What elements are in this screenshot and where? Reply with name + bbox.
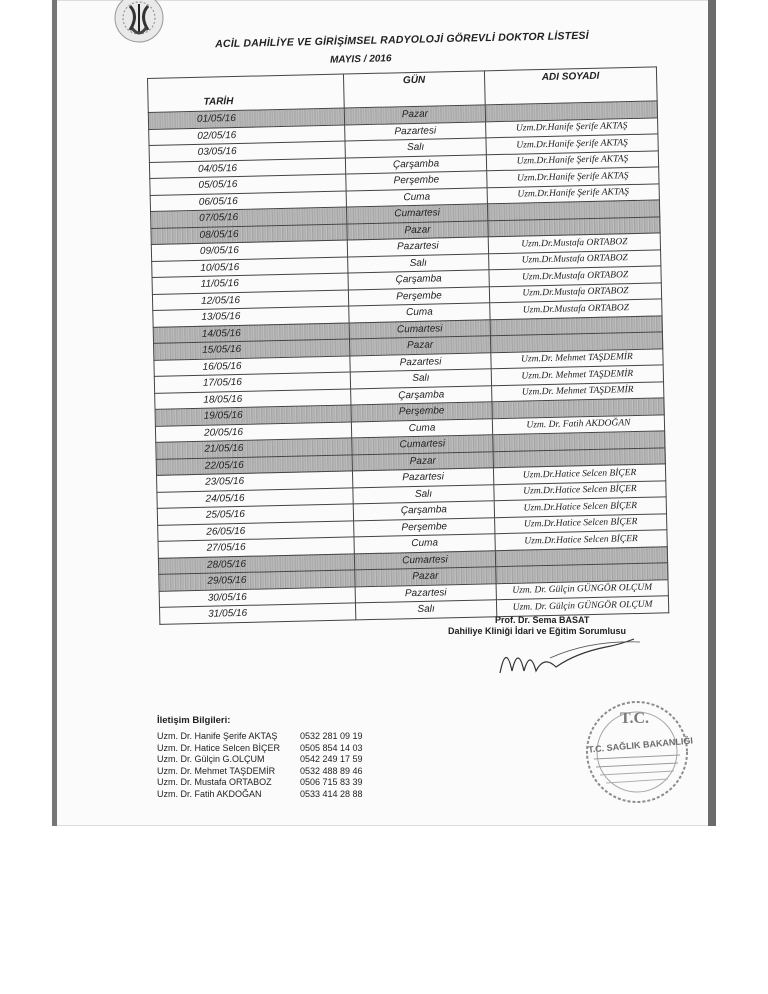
document-title: ACİL DAHİLİYE VE GİRİŞİMSEL RADYOLOJİ GÖREVLİ DOKTOR LİSTESİ xyxy=(215,29,589,51)
cell-day: Çarşamba xyxy=(348,270,489,290)
cell-date: 15/05/16 xyxy=(154,339,350,360)
cell-date: 02/05/16 xyxy=(149,125,345,146)
cell-day: Çarşamba xyxy=(353,501,494,521)
cell-doctor-name: Uzm.Dr.Hanife Şerife AKTAŞ xyxy=(486,150,658,170)
document-subtitle: MAYIS / 2016 xyxy=(329,53,392,66)
contact-item xyxy=(157,777,363,787)
cell-doctor-name: Uzm.Dr.Mustafa ORTABOZ xyxy=(489,282,661,302)
cell-date: 11/05/16 xyxy=(152,273,348,294)
cell-day: Perşembe xyxy=(346,171,487,191)
contact-name: Uzm. Dr. Fatih AKDOĞAN xyxy=(157,788,262,799)
cell-doctor-name: Uzm.Dr.Mustafa ORTABOZ xyxy=(488,233,660,253)
cell-doctor-name: Uzm.Dr.Hatice Selcen BİÇER xyxy=(493,464,665,484)
cell-day: Cuma xyxy=(349,303,490,323)
cell-doctor-name: Uzm. Dr. Gülçin GÜNGÖR OLÇUM xyxy=(496,579,668,599)
cell-doctor-name: Uzm.Dr.Mustafa ORTABOZ xyxy=(490,299,662,319)
scan-edge-right xyxy=(708,0,716,826)
cell-doctor-name: Uzm.Dr. Mehmet TAŞDEMİR xyxy=(492,381,664,401)
cell-day: Salı xyxy=(348,253,489,273)
cell-day: Cuma xyxy=(346,187,487,207)
cell-date: 22/05/16 xyxy=(156,454,352,475)
contact-item xyxy=(157,766,363,776)
cell-day: Cumartesi xyxy=(354,550,495,570)
cell-doctor-name: Uzm.Dr.Mustafa ORTABOZ xyxy=(489,266,661,286)
cell-day: Pazar xyxy=(352,451,493,471)
cell-day: Perşembe xyxy=(354,517,495,537)
cell-date: 07/05/16 xyxy=(151,207,347,228)
cell-doctor-name: Uzm.Dr. Mehmet TAŞDEMİR xyxy=(491,365,663,385)
cell-date: 12/05/16 xyxy=(152,289,348,310)
cell-date: 25/05/16 xyxy=(157,504,353,525)
cell-day: Salı xyxy=(350,369,491,389)
hospital-logo-icon xyxy=(112,0,166,48)
cell-day: Pazartesi xyxy=(350,352,491,372)
cell-day: Cumartesi xyxy=(349,319,490,339)
cell-date: 16/05/16 xyxy=(154,355,350,376)
cell-day: Perşembe xyxy=(348,286,489,306)
cell-date: 14/05/16 xyxy=(153,322,349,343)
stamp-text: T.C. SAĞLIK BAKANLIĞI xyxy=(587,735,694,755)
contact-item xyxy=(157,743,363,753)
contact-name: Uzm. Dr. Mehmet TAŞDEMİR xyxy=(157,765,276,776)
cell-date: 18/05/16 xyxy=(155,388,351,409)
contact-phone: 0532 488 89 46 xyxy=(300,765,363,776)
cell-doctor-name: Uzm.Dr. Mehmet TAŞDEMİR xyxy=(491,348,663,368)
scan-edge-left xyxy=(52,0,57,826)
signatory-name: Prof. Dr. Sema BASAT xyxy=(495,615,590,625)
cell-day: Salı xyxy=(355,600,496,620)
cell-doctor-name: Uzm.Dr.Hanife Şerife AKTAŞ xyxy=(486,117,658,137)
cell-date: 29/05/16 xyxy=(159,570,355,591)
cell-day: Pazar xyxy=(347,220,488,240)
cell-date: 21/05/16 xyxy=(156,438,352,459)
contact-item xyxy=(157,731,363,741)
contact-name: Uzm. Dr. Hanife Şerife AKTAŞ xyxy=(157,731,278,741)
cell-date: 27/05/16 xyxy=(158,537,354,558)
cell-day: Perşembe xyxy=(351,402,492,422)
contact-phone: 0533 414 28 88 xyxy=(300,788,363,799)
cell-date: 20/05/16 xyxy=(155,421,351,442)
signatory-role: Dahiliye Kliniği İdari ve Eğitim Sorumlusu xyxy=(448,626,627,636)
cell-day: Pazar xyxy=(355,567,496,587)
cell-doctor-name: Uzm.Dr.Hanife Şerife AKTAŞ xyxy=(487,183,659,203)
cell-date: 06/05/16 xyxy=(150,191,346,212)
cell-date: 24/05/16 xyxy=(157,487,353,508)
cell-doctor-name: Uzm.Dr.Hatice Selcen BİÇER xyxy=(495,513,667,533)
contact-item xyxy=(157,754,363,764)
cell-day: Pazartesi xyxy=(352,468,493,488)
cell-date: 31/05/16 xyxy=(160,603,356,624)
handwritten-signature xyxy=(490,628,650,688)
cell-day: Çarşamba xyxy=(345,154,486,174)
cell-date: 01/05/16 xyxy=(148,108,344,129)
cell-date: 19/05/16 xyxy=(155,405,351,426)
cell-day: Pazar xyxy=(344,105,485,125)
cell-date: 30/05/16 xyxy=(159,586,355,607)
cell-day: Salı xyxy=(353,484,494,504)
cell-date: 23/05/16 xyxy=(157,471,353,492)
cell-date: 09/05/16 xyxy=(151,240,347,261)
cell-doctor-name: Uzm.Dr.Hatice Selcen BİÇER xyxy=(494,497,666,517)
contacts-title: İletişim Bilgileri: xyxy=(157,715,231,726)
cell-doctor-name: Uzm.Dr.Hanife Şerife AKTAŞ xyxy=(486,134,658,154)
cell-doctor-name: Uzm.Dr.Hatice Selcen BİÇER xyxy=(495,530,667,550)
contact-name: Uzm. Dr. Gülçin G.OLÇUM xyxy=(157,754,265,764)
duty-roster-table xyxy=(147,66,669,624)
contact-name: Uzm. Dr. Mustafa ORTABOZ xyxy=(157,777,272,787)
cell-doctor-name: Uzm.Dr.Mustafa ORTABOZ xyxy=(489,249,661,269)
cell-date: 17/05/16 xyxy=(154,372,350,393)
table-body xyxy=(148,101,668,624)
cell-date: 03/05/16 xyxy=(149,141,345,162)
cell-doctor-name: Uzm. Dr. Fatih AKDOĞAN xyxy=(492,414,664,434)
header-day: GÜN xyxy=(343,71,485,108)
cell-day: Çarşamba xyxy=(351,385,492,405)
cell-doctor-name: Uzm.Dr.Hanife Şerife AKTAŞ xyxy=(487,167,659,187)
cell-date: 05/05/16 xyxy=(150,174,346,195)
cell-date: 10/05/16 xyxy=(152,256,348,277)
cell-day: Cuma xyxy=(354,534,495,554)
cell-date: 08/05/16 xyxy=(151,224,347,245)
cell-day: Cumartesi xyxy=(346,204,487,224)
cell-date: 04/05/16 xyxy=(149,158,345,179)
cell-day: Cumartesi xyxy=(352,435,493,455)
svg-text:T.C.: T.C. xyxy=(620,710,650,727)
contact-item xyxy=(157,789,363,799)
contact-phone: 0542 249 17 59 xyxy=(300,754,363,764)
header-name: ADI SOYADI xyxy=(484,67,657,105)
cell-day: Pazartesi xyxy=(355,583,496,603)
cell-doctor-name: Uzm. Dr. Gülçin GÜNGÖR OLÇUM xyxy=(496,596,668,616)
contact-phone: 0506 715 83 39 xyxy=(300,777,363,787)
cell-day: Pazar xyxy=(349,336,490,356)
cell-day: Salı xyxy=(345,138,486,158)
cell-date: 28/05/16 xyxy=(158,553,354,574)
duty-roster-table-wrapper xyxy=(147,66,669,624)
cell-day: Pazartesi xyxy=(345,121,486,141)
cell-day: Pazartesi xyxy=(347,237,488,257)
contact-phone: 0505 854 14 03 xyxy=(300,742,363,753)
cell-day: Cuma xyxy=(351,418,492,438)
cell-date: 26/05/16 xyxy=(158,520,354,541)
contact-phone: 0532 281 09 19 xyxy=(300,731,363,741)
header-date: TARİH xyxy=(148,74,345,112)
contact-name: Uzm. Dr. Hatice Selcen BİÇER xyxy=(157,742,281,753)
cell-doctor-name: Uzm.Dr.Hatice Selcen BİÇER xyxy=(494,480,666,500)
cell-date: 13/05/16 xyxy=(153,306,349,327)
